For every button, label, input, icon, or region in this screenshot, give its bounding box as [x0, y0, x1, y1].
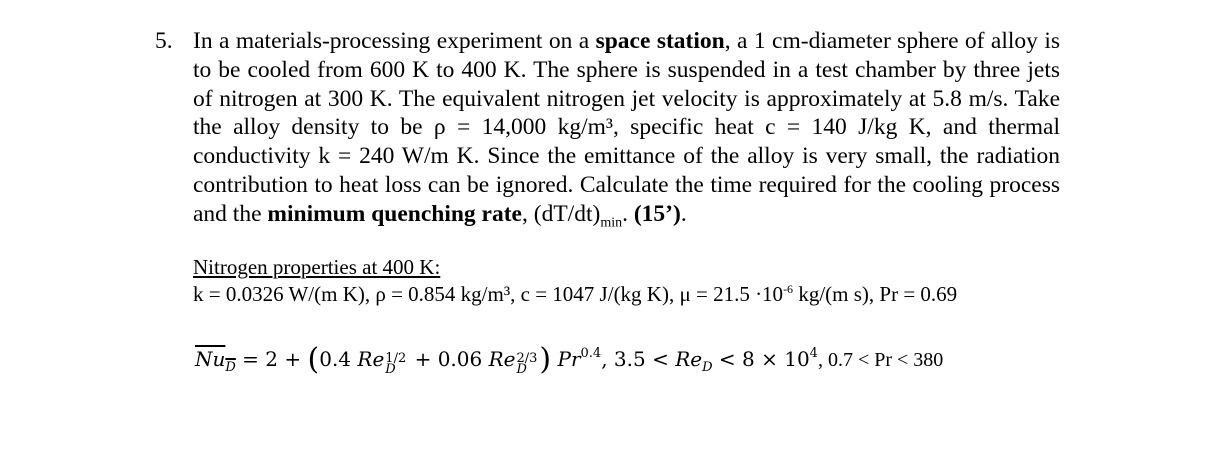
subscript-min: min — [600, 215, 623, 231]
bold-minimum-quenching-rate: minimum quenching rate — [267, 200, 522, 227]
range-upper: < 8 × 10 — [712, 347, 810, 371]
problem-text-part-5: . — [680, 200, 687, 227]
reynolds-2: Re — [488, 347, 516, 371]
properties-values-b: kg/(m s), Pr = 0.69 — [793, 282, 958, 306]
plus-coefficient-2: + 0.06 — [408, 347, 489, 371]
nitrogen-properties — [193, 254, 957, 308]
nusselt-symbol: $Nu_D$ — [195, 347, 236, 375]
properties-exponent: -6 — [783, 282, 794, 296]
bold-points: (15’) — [633, 200, 681, 227]
problem-text — [193, 27, 1060, 238]
problem-number: 5. — [155, 28, 173, 54]
equals-two: = 2 + — [235, 347, 308, 371]
problem-statement — [155, 27, 1060, 238]
problem-text-part-3: , (dT/dt) — [522, 200, 601, 227]
open-paren: ( — [307, 342, 320, 377]
prandtl-range: , 0.7 < Pr < 380 — [817, 349, 944, 371]
close-paren: ) — [539, 342, 552, 377]
reynolds-1-exponent: 1/2 D — [385, 351, 407, 377]
prandtl: Pr — [551, 347, 581, 371]
problem-text-part-1: In a materials-processing experiment on a — [193, 28, 596, 54]
coefficient-1: 0.4 — [319, 347, 358, 371]
nusselt-correlation — [195, 334, 943, 388]
range-lower: , 3.5 < — [601, 347, 676, 371]
properties-heading: Nitrogen properties at 400 K: — [193, 255, 441, 279]
reynolds-1: Re — [357, 347, 385, 371]
prandtl-exponent: 0.4 — [580, 346, 602, 361]
problem-text-part-2: , a 1 cm-diameter sphere of alloy is to be cooled from 600 K to 400 K. The sphere is suspended in a test chamber by three jets of nitrogen at 300 K. The equivalent nitrogen jet velocity is approximately at 5.8 m/s. Take the alloy density to be ρ = 14,000 kg/m³, specific heat c = 140 J/kg K, and thermal conductivity k = 240 W/m K. Since the emittance of the alloy is very small, the radiation contribution to heat loss can be ignored. Calculate the time required for the cooling process and the — [193, 28, 1060, 227]
problem-text-part-4: . — [622, 200, 634, 227]
properties-values-a: k = 0.0326 W/(m K), ρ = 0.854 kg/m³, c = 1047 J/(kg K), μ = 21.5 ·10 — [193, 282, 784, 306]
reynolds-range: $Re_D$ — [675, 347, 713, 375]
bold-space-station: space station — [595, 28, 725, 54]
range-exponent: 4 — [809, 346, 818, 361]
properties-values — [193, 281, 957, 308]
reynolds-2-exponent: 2/3 D — [516, 351, 538, 377]
